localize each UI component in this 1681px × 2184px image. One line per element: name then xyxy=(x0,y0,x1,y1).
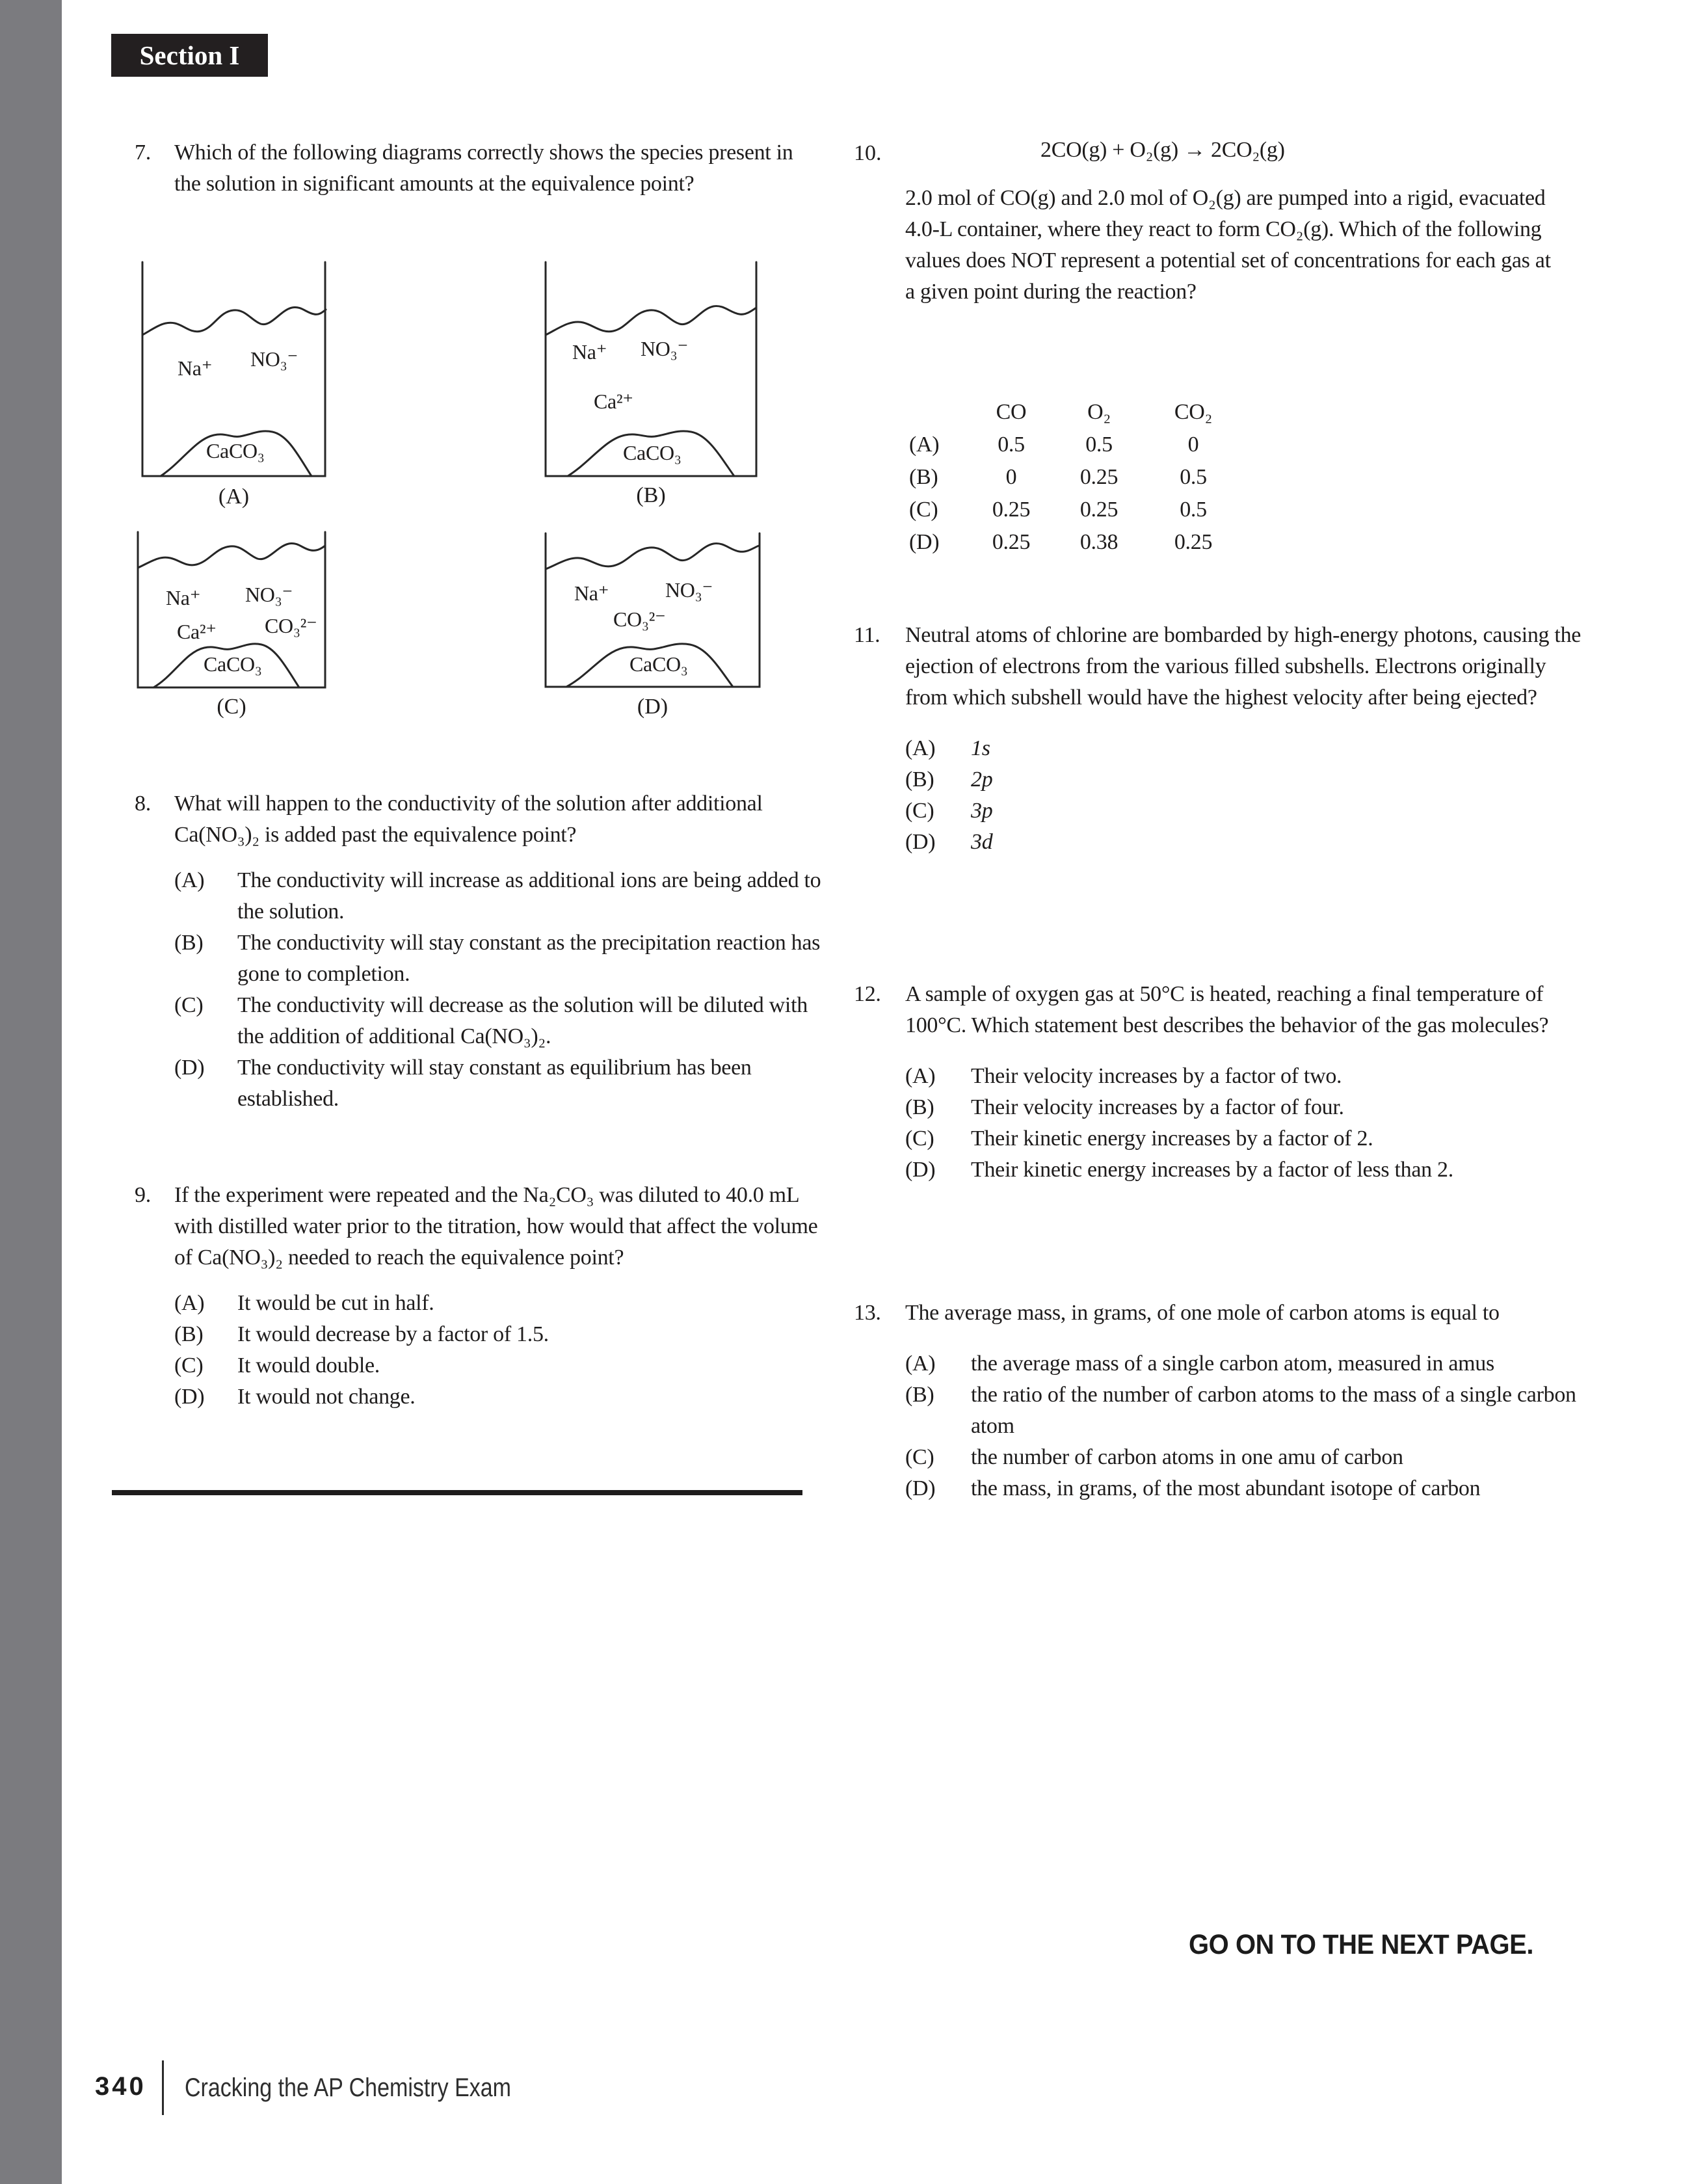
table-row xyxy=(909,465,1242,498)
option-label: (B) xyxy=(905,1383,934,1407)
option-row xyxy=(905,733,1589,764)
option-row xyxy=(905,1123,1589,1154)
table-header-o2: O₂ xyxy=(1087,400,1111,424)
beaker-d-ion-carbonate: CO₃²⁻ xyxy=(613,607,666,631)
beaker-a-caption: (A) xyxy=(218,485,250,509)
question-8-number: 8. xyxy=(135,792,151,816)
beaker-b-solid-label: CaCO₃ xyxy=(623,441,682,464)
option-text: It would not change. xyxy=(237,1385,416,1409)
table-header-spacer xyxy=(909,400,969,433)
option-row xyxy=(174,1052,821,1115)
option-row xyxy=(905,827,1589,858)
beaker-c-ion-sodium: Na⁺ xyxy=(166,586,201,609)
question-9 xyxy=(135,1180,821,1413)
option-row xyxy=(174,927,821,990)
option-text: 2p xyxy=(971,767,993,792)
beaker-b-ion-sodium: Na⁺ xyxy=(572,340,607,364)
footer-separator-bar xyxy=(162,2060,164,2115)
question-7-number: 7. xyxy=(135,140,151,165)
option-row xyxy=(905,1061,1589,1092)
option-row xyxy=(174,865,821,927)
beaker-d-caption: (D) xyxy=(637,695,668,719)
question-7-text: Which of the following diagrams correctly shows the species present in the solution in significant amounts at the equivalence point? xyxy=(174,140,793,196)
question-12-number: 12. xyxy=(854,982,881,1006)
table-row xyxy=(909,433,1242,465)
question-9-number: 9. xyxy=(135,1183,151,1207)
option-label: (C) xyxy=(905,799,934,823)
page-edge-gray-bar xyxy=(0,0,62,2184)
beaker-diagram-d xyxy=(544,533,761,728)
question-13-options xyxy=(905,1348,1589,1504)
option-text: Their velocity increases by a factor of four. xyxy=(971,1095,1344,1119)
option-text: Their kinetic energy increases by a factor of 2. xyxy=(971,1126,1373,1151)
option-row xyxy=(905,1348,1589,1379)
beaker-c-ion-calcium: Ca²⁺ xyxy=(177,620,217,643)
beaker-d-water-line xyxy=(546,544,759,569)
option-label: (A) xyxy=(905,736,936,760)
option-text: 1s xyxy=(971,736,990,760)
option-text: the average mass of a single carbon atom, measured in amus xyxy=(971,1352,1494,1376)
question-11-text: Neutral atoms of chlorine are bombarded by high-energy photons, causing the ejection of electrons from the various filled subshells. Electrons originally from which subshell would have the highest velocity after being ejected? xyxy=(905,623,1582,710)
option-row xyxy=(174,1288,821,1319)
question-10-equation: 2CO(g) + O₂(g) → 2CO₂(g) xyxy=(1040,138,1285,162)
question-8-text: What will happen to the conductivity of the solution after additional Ca(NO₃)₂ is added past the equivalence point? xyxy=(174,792,763,847)
question-9-options xyxy=(174,1288,821,1413)
beaker-b-ion-nitrate: NO₃⁻ xyxy=(641,337,689,360)
section-label: Section I xyxy=(139,40,240,70)
question-13 xyxy=(854,1298,1589,1504)
question-11 xyxy=(854,620,1589,858)
option-label: (C) xyxy=(905,1126,934,1151)
table-header-row xyxy=(909,400,1242,433)
beaker-diagram-c xyxy=(137,532,326,727)
beaker-d-ion-nitrate: NO₃⁻ xyxy=(665,578,713,602)
beaker-diagram-a xyxy=(141,262,326,522)
beaker-c-water-line xyxy=(138,543,325,568)
option-text: The conductivity will stay constant as the precipitation reaction has gone to completion. xyxy=(237,931,821,986)
option-label: (A) xyxy=(905,1064,936,1088)
table-cell: 0.5 xyxy=(998,433,1025,457)
option-label: (B) xyxy=(905,767,934,792)
question-13-text: The average mass, in grams, of one mole of carbon atoms is equal to xyxy=(905,1301,1500,1325)
option-label: (B) xyxy=(905,1095,934,1119)
question-8-options xyxy=(174,865,821,1115)
beaker-c-caption: (C) xyxy=(217,695,246,719)
option-text: The conductivity will increase as additional ions are being added to the solution. xyxy=(237,868,821,924)
table-cell: 0.25 xyxy=(1079,465,1118,489)
table-row-label: (C) xyxy=(909,498,938,522)
option-text: the mass, in grams, of the most abundant isotope of carbon xyxy=(971,1476,1481,1500)
beaker-c-ion-carbonate: CO₃²⁻ xyxy=(265,614,317,637)
table-cell: 0.25 xyxy=(1174,530,1213,554)
footer-book-title: Cracking the AP Chemistry Exam xyxy=(185,2073,512,2102)
question-12-options xyxy=(905,1061,1589,1186)
option-row xyxy=(174,1319,821,1350)
table-cell: 0 xyxy=(1005,465,1017,489)
option-text: It would decrease by a factor of 1.5. xyxy=(237,1322,549,1346)
option-text: 3p xyxy=(971,799,993,823)
table-row-label: (B) xyxy=(909,465,938,489)
question-10-table xyxy=(909,400,1242,563)
option-label: (C) xyxy=(905,1445,934,1469)
table-cell: 0 xyxy=(1187,433,1199,457)
beaker-b-water-line xyxy=(546,306,756,335)
beaker-diagram-b xyxy=(544,262,758,522)
option-row xyxy=(174,990,821,1052)
option-text: It would double. xyxy=(237,1353,380,1378)
beaker-a-water-line xyxy=(142,307,326,335)
table-cell: 0.38 xyxy=(1079,530,1118,554)
table-cell: 0.5 xyxy=(1085,433,1113,457)
beaker-d-solid-label: CaCO₃ xyxy=(629,652,688,676)
beaker-a-ion-nitrate: NO₃⁻ xyxy=(250,347,298,371)
option-text: The conductivity will stay constant as equilibrium has been established. xyxy=(237,1056,752,1111)
option-text: Their kinetic energy increases by a factor of less than 2. xyxy=(971,1158,1453,1182)
option-text: The conductivity will decrease as the solution will be diluted with the addition of additional Ca(NO₃)₂. xyxy=(237,993,808,1048)
option-label: (A) xyxy=(174,868,205,892)
option-text: 3d xyxy=(971,830,993,854)
option-text: Their velocity increases by a factor of two. xyxy=(971,1064,1342,1088)
beaker-c-solid-label: CaCO₃ xyxy=(204,652,262,676)
option-row xyxy=(905,1379,1589,1442)
footer-page-number: 340 xyxy=(95,2072,146,2101)
option-row xyxy=(174,1350,821,1381)
table-header-co2: CO₂ xyxy=(1174,400,1213,424)
table-header-co: CO xyxy=(996,400,1027,424)
option-label: (D) xyxy=(905,1476,936,1500)
beaker-a-ion-sodium: Na⁺ xyxy=(178,356,213,380)
table-row xyxy=(909,498,1242,530)
table-row-label: (A) xyxy=(909,433,940,457)
option-text: It would be cut in half. xyxy=(237,1291,434,1315)
table-row xyxy=(909,530,1242,563)
go-on-instruction: GO ON TO THE NEXT PAGE. xyxy=(1189,1929,1533,1960)
beaker-c-ion-nitrate: NO₃⁻ xyxy=(245,583,293,606)
table-cell: 0.25 xyxy=(992,498,1031,522)
option-row xyxy=(905,1473,1589,1504)
table-row-label: (D) xyxy=(909,530,940,554)
table-cell: 0.5 xyxy=(1180,465,1207,489)
question-11-options xyxy=(905,733,1589,858)
option-label: (D) xyxy=(905,830,936,854)
table-cell: 0.5 xyxy=(1180,498,1207,522)
option-row xyxy=(174,1381,821,1413)
question-12 xyxy=(854,979,1589,1186)
question-8 xyxy=(135,788,821,1115)
table-cell: 0.25 xyxy=(992,530,1031,554)
option-label: (A) xyxy=(905,1352,936,1376)
option-label: (D) xyxy=(905,1158,936,1182)
question-10-text: 2.0 mol of CO(g) and 2.0 mol of O₂(g) are pumped into a rigid, evacuated 4.0-L container, where they react to form CO₂(g). Which of the following values does NOT represent a potential set of concentrations for each gas at a given point during the reaction? xyxy=(905,186,1551,304)
option-label: (B) xyxy=(174,1322,204,1346)
beaker-a-solid-label: CaCO₃ xyxy=(206,439,265,462)
option-label: (A) xyxy=(174,1291,205,1315)
question-12-text: A sample of oxygen gas at 50°C is heated, reaching a final temperature of 100°C. Which statement best describes the behavior of the gas molecules? xyxy=(905,982,1549,1037)
option-row xyxy=(905,764,1589,795)
question-13-number: 13. xyxy=(854,1301,881,1325)
option-label: (C) xyxy=(174,993,204,1017)
option-label: (D) xyxy=(174,1385,205,1409)
question-10-number: 10. xyxy=(854,141,882,165)
beaker-b-ion-calcium: Ca²⁺ xyxy=(594,390,633,413)
table-cell: 0.25 xyxy=(1079,498,1118,522)
option-row xyxy=(905,1092,1589,1123)
question-7 xyxy=(135,137,821,200)
option-row xyxy=(905,1154,1589,1186)
option-label: (D) xyxy=(174,1056,205,1080)
option-row xyxy=(905,1442,1589,1473)
option-label: (C) xyxy=(174,1353,204,1378)
option-text: the ratio of the number of carbon atoms to the mass of a single carbon atom xyxy=(971,1383,1576,1438)
column-divider-rule xyxy=(112,1490,802,1495)
option-text: the number of carbon atoms in one amu of carbon xyxy=(971,1445,1403,1469)
question-9-text: If the experiment were repeated and the Na₂CO₃ was diluted to 40.0 mL with distilled water prior to the titration, how would that affect the volume of Ca(NO₃)₂ needed to reach the equivalence point? xyxy=(174,1183,818,1270)
option-row xyxy=(905,795,1589,827)
beaker-b-caption: (B) xyxy=(636,483,666,507)
section-header-badge xyxy=(111,34,268,77)
option-label: (B) xyxy=(174,931,204,955)
question-11-number: 11. xyxy=(854,623,880,647)
beaker-d-ion-sodium: Na⁺ xyxy=(574,581,609,605)
